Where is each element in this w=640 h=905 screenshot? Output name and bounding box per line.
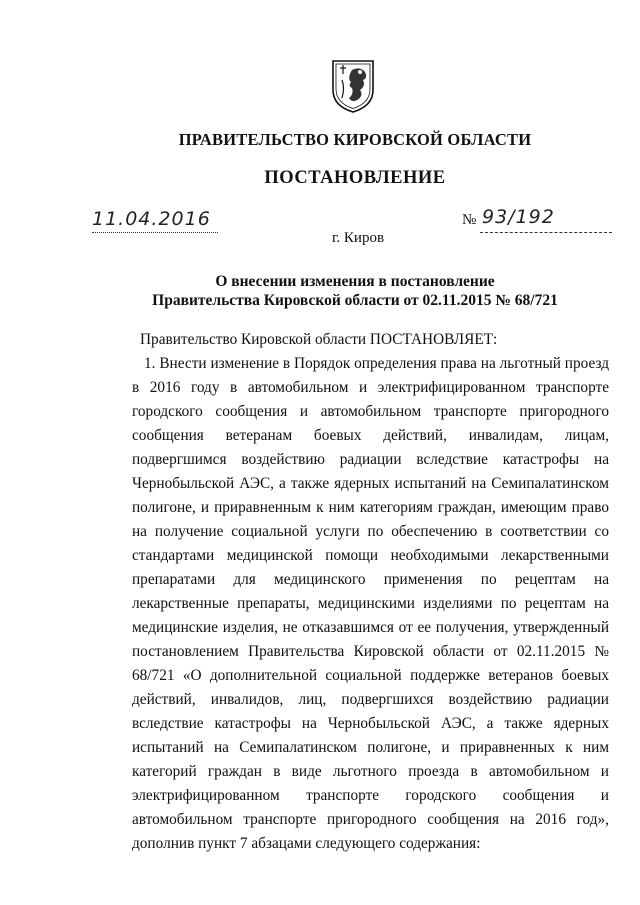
document-type: ПОСТАНОВЛЕНИЕ [264,168,446,188]
handwritten-number: 93/192 [482,206,555,228]
kirov-coat-of-arms-icon [330,58,376,114]
city-label: г. Киров [331,230,385,246]
preamble-paragraph: Правительство Кировской области ПОСТАНОВЛЯЕТ: [140,331,498,348]
heading-line-1: О внесении изменения в постановление [215,273,495,290]
heading-line-2: Правительства Кировской области от 02.11.2015 № 68/721 [152,292,558,309]
organization-title: ПРАВИТЕЛЬСТВО КИРОВСКОЙ ОБЛАСТИ [178,130,532,149]
handwritten-date: 11.04.2016 [92,208,211,230]
document-body [132,328,609,856]
number-label: № [462,212,477,228]
clause-1-paragraph: 1. Внести изменение в Порядок определения права на льготный проезд в 2016 году в автомобильном и электрифицированном транспорте городского сообщения и автомобильном транспорте пригородного сообщения ветеранам боевых действий, инвалидам, лицам, подвергшимся воздействию радиации вследствие катастрофы на Чернобыльской АЭС, а также ядерных испытаний на Семипалатинском полигоне, и приравненным к ним категориям граждан, имеющим право на получение социальной услуги по обеспечению в соответствии со стандартами медицинской помощи необходимыми лекарственными препаратами для медицинского применения по рецептам на лекарственные препараты, медицинскими изделиями по рецептам на медицинские изделия, не отказавшимся от ее получения, утвержденный постановлением Правительства Кировской области от 02.11.2015 № 68/721 «О дополнительной социальной поддержке ветеранов боевых действий, инвалидов, лиц, подвергшихся воздействию радиации вследствие катастрофы на Чернобыльской АЭС, а также ядерных испытаний на Семипалатинском полигоне, и приравненных к ним категорий граждан в виде льготного проезда в автомобильном и электрифицированном транспорте городского сообщения и автомобильном транспорте пригородного сообщения на 2016 год», дополнив пункт 7 абзацами следующего содержания: [132,355,609,852]
document-heading [0,272,640,310]
